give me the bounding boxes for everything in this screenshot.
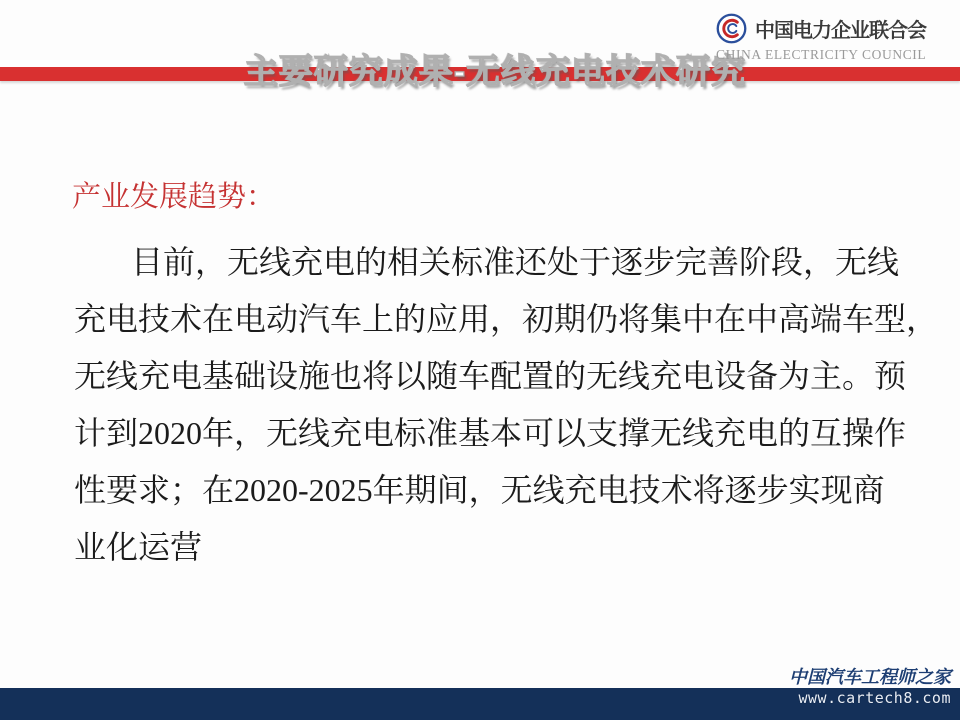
paragraph-line: 无线充电基础设施也将以随车配置的无线充电设备为主。预 xyxy=(74,358,907,394)
body-paragraph xyxy=(74,234,939,576)
cec-emblem-icon xyxy=(716,13,747,44)
cec-logo-row xyxy=(716,13,936,44)
page-title: 主要研究成果-无线充电技术研究 xyxy=(243,53,747,91)
paragraph-line: 目前，无线充电的相关标准还处于逐步完善阶段，无线 xyxy=(131,244,900,280)
section-heading: 产业发展趋势： xyxy=(72,181,276,213)
logo-name-zh: 中国电力企业联合会 xyxy=(755,20,926,42)
logo-name-en: CHINA ELECTRICITY COUNCIL xyxy=(716,47,927,62)
watermark-site-name: 中国汽车工程师之家 xyxy=(789,667,951,687)
paragraph-line: 充电技术在电动汽车上的应用，初期仍将集中在中高端车型， xyxy=(74,301,939,337)
watermark xyxy=(789,666,951,708)
paragraph-line: 性要求；在2020-2025年期间，无线充电技术将逐步实现商 xyxy=(74,472,885,508)
paragraph-line: 计到2020年，无线充电标准基本可以支撑无线充电的互操作 xyxy=(74,415,907,451)
watermark-site-url: www.cartech8.com xyxy=(798,689,951,707)
paragraph-line: 业化运营 xyxy=(74,529,203,565)
cec-logo xyxy=(716,13,936,63)
